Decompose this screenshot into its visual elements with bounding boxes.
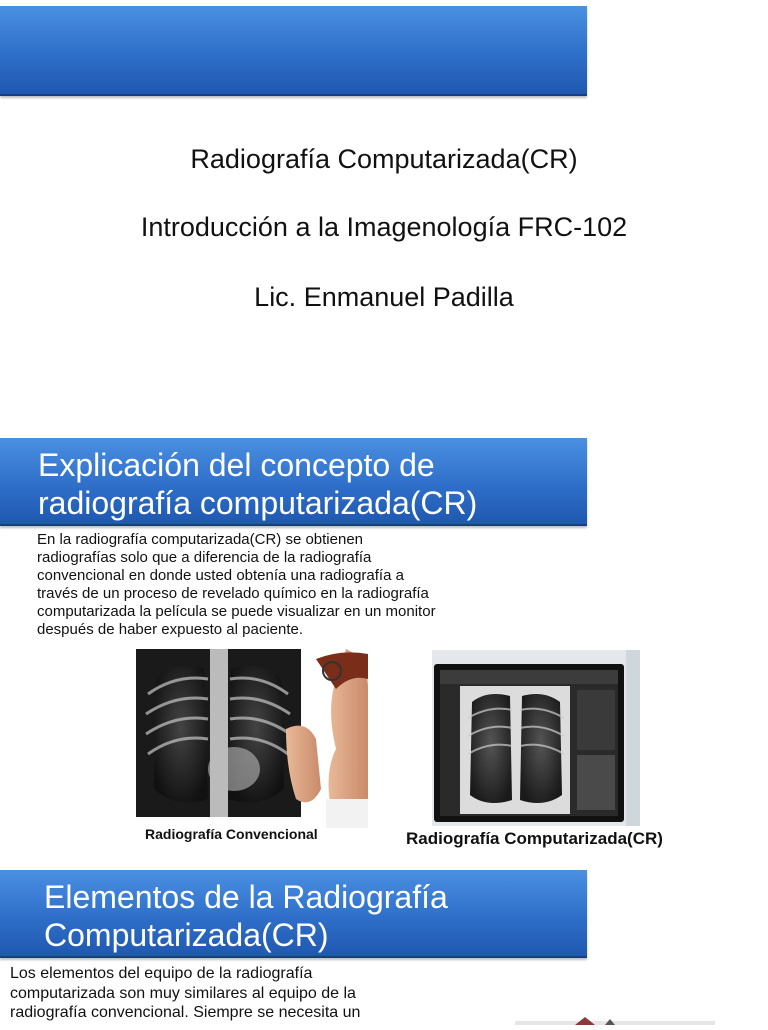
elements-paragraph: Los elementos del equipo de la radiografía computarizada son muy similares al equipo de la radiografía convencional. Siempre se necesita un <box>10 965 361 1021</box>
concept-paragraph: En la radiografía computarizada(CR) se obtienen radiografías solo que a diferencia de la radiografía convencional en donde usted obtenía una radiografía a través de un proceso de revelado químico en la radiografía computarizada la película se puede visualizar en un monitor después de haber expuesto al paciente. <box>37 531 436 638</box>
computed-radiography-monitor-image <box>432 650 640 826</box>
section-heading-concept: Explicación del concepto de radiografía computarizada(CR) <box>38 447 478 521</box>
presentation-title: Radiografía Computarizada(CR) <box>190 144 578 174</box>
caption-conventional: Radiografía Convencional <box>145 826 318 842</box>
partial-image-fragment <box>515 1012 715 1024</box>
conventional-xray-image <box>136 649 368 828</box>
caption-computed: Radiografía Computarizada(CR) <box>406 829 663 848</box>
author-name: Lic. Enmanuel Padilla <box>254 282 514 312</box>
top-header-band <box>0 6 587 96</box>
section-heading-elements: Elementos de la Radiografía Computarizada(CR) <box>44 879 448 953</box>
course-name: Introducción a la Imagenología FRC-102 <box>140 212 628 242</box>
